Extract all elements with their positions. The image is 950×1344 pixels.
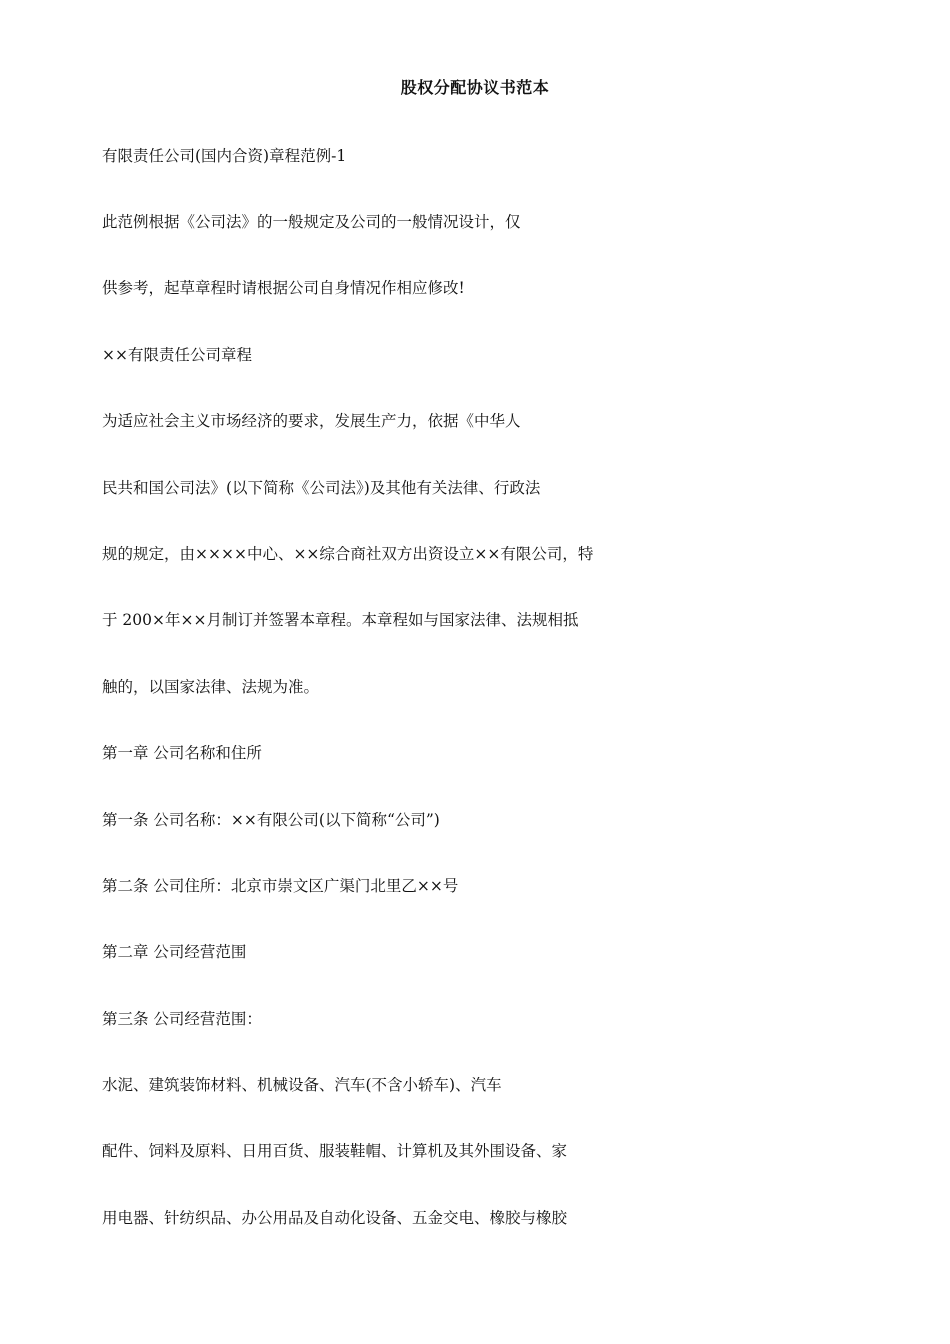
document-line: 为适应社会主义市场经济的要求，发展生产力，依据《中华人 — [102, 412, 521, 430]
document-line: 触的，以国家法律、法规为准。 — [102, 678, 320, 696]
document-title: 股权分配协议书范本 — [400, 78, 550, 97]
article-line: 第二条 公司住所：北京市崇文区广渠门北里乙××号 — [102, 877, 459, 895]
chapter-heading: 第二章 公司经营范围 — [102, 943, 247, 961]
article-line: 第一条 公司名称：××有限公司(以下简称“公司”) — [102, 811, 440, 829]
document-line: 此范例根据《公司法》的一般规定及公司的一般情况设计，仅 — [102, 213, 521, 231]
document-line: 民共和国公司法》(以下简称《公司法》)及其他有关法律、行政法 — [102, 479, 541, 497]
article-line: 第三条 公司经营范围： — [102, 1010, 262, 1028]
document-line: 供参考，起草章程时请根据公司自身情况作相应修改! — [102, 279, 465, 297]
document-line: 用电器、针纺织品、办公用品及自动化设备、五金交电、橡胶与橡胶 — [102, 1209, 568, 1227]
document-line: 于 200×年××月制订并签署本章程。本章程如与国家法律、法规相抵 — [102, 611, 579, 629]
document-line: 有限责任公司(国内合资)章程范例-1 — [102, 147, 347, 165]
document-line: 水泥、建筑装饰材料、机械设备、汽车(不含小轿车)、汽车 — [102, 1076, 502, 1094]
document-line: 规的规定，由××××中心、××综合商社双方出资设立××有限公司，特 — [102, 545, 594, 563]
document-line: ××有限责任公司章程 — [102, 346, 252, 364]
document-line: 配件、饲料及原料、日用百货、服装鞋帽、计算机及其外围设备、家 — [102, 1142, 568, 1160]
chapter-heading: 第一章 公司名称和住所 — [102, 744, 262, 762]
